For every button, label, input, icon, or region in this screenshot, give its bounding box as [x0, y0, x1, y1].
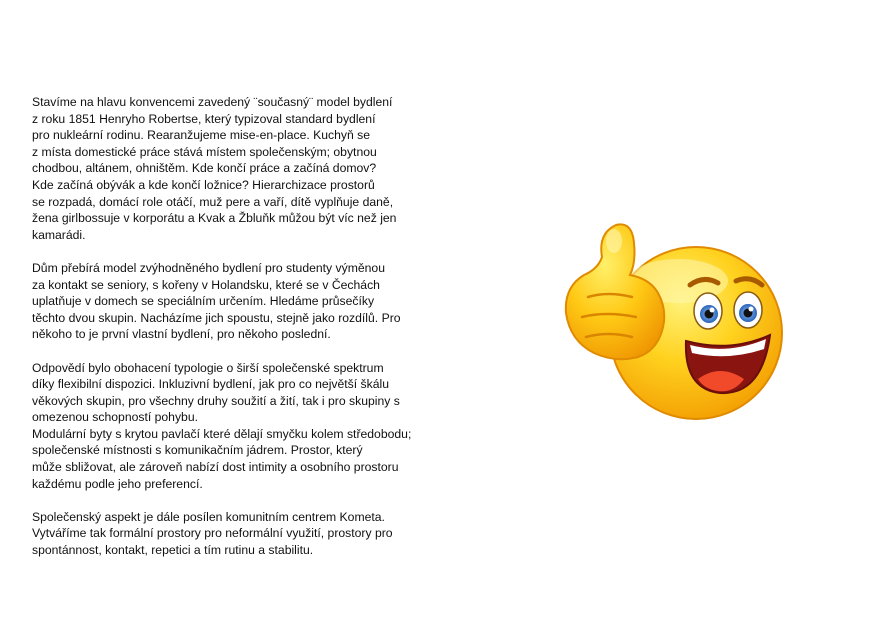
paragraph-1	[32, 94, 424, 243]
text-line: se rozpadá, domácí role otáčí, muž pere a vaří, dítě vyplňuje daně,	[32, 194, 394, 209]
thumbs-up-hand	[566, 224, 664, 359]
body-text	[32, 94, 424, 575]
text-line: Vytváříme tak formální prostory pro neformální využití, prostory pro	[32, 526, 393, 541]
text-line: omezenou schopností pohybu.	[32, 410, 199, 425]
paragraph-5	[32, 509, 424, 559]
paragraph-3	[32, 360, 424, 426]
right-eye	[734, 292, 762, 328]
text-line: Společenský aspekt je dále posílen komunitním centrem Kometa.	[32, 509, 385, 524]
paragraph-4	[32, 426, 424, 492]
text-line: kamarádi.	[32, 227, 86, 242]
text-line: Modulární byty s krytou pavlačí které dělají smyčku kolem středobodu;	[32, 426, 412, 441]
paragraph-2	[32, 260, 424, 343]
text-line: pro nukleární rodinu. Rearanžujeme mise-en-place. Kuchyň se	[32, 128, 371, 143]
text-line: těchto dvou skupin. Nacházíme jich spoustu, stejně jako rozdílů. Pro	[32, 310, 401, 325]
text-line: z roku 1851 Henryho Robertse, který typizoval standard bydlení	[32, 111, 376, 126]
text-line: Odpovědí bylo obohacení typologie o širší společenské spektrum	[32, 360, 384, 375]
text-line: žena girlbossuje v korporátu a Kvak a Žbluňk můžou být víc než jen	[32, 211, 397, 226]
text-line: díky flexibilní dispozici. Inkluzivní bydlení, jak pro co největší škálu	[32, 377, 389, 392]
text-line: někoho to je první vlastní bydlení, pro někoho poslední.	[32, 327, 331, 342]
text-line: z místa domestické práce stává místem společenským; obytnou	[32, 144, 377, 159]
text-line: věkových skupin, pro všechny druhy soužití a žití, tak i pro skupiny s	[32, 393, 400, 408]
text-line: Kde začíná obývák a kde končí ložnice? Hierarchizace prostorů	[32, 177, 375, 192]
text-line: může sbližovat, ale zároveň nabízí dost intimity a osobního prostoru	[32, 460, 399, 475]
thumbs-up-smiley-icon	[558, 213, 788, 423]
text-line: spontánnost, kontakt, repetici a tím rutinu a stabilitu.	[32, 543, 314, 558]
text-line: Stavíme na hlavu konvencemi zavedený ¨současný¨ model bydlení	[32, 95, 393, 109]
text-line: každému podle jeho preferencí.	[32, 476, 203, 491]
left-eye	[694, 293, 722, 329]
text-line: společenské místnosti s komunikačním jádrem. Prostor, který	[32, 443, 363, 458]
text-line: za kontakt se seniory, s kořeny v Holandsku, které se v Čechách	[32, 277, 380, 292]
text-line: uplatňuje v domech se speciálním určením. Hledáme průsečíky	[32, 294, 375, 309]
text-line: Dům přebírá model zvýhodněného bydlení pro studenty výměnou	[32, 260, 385, 275]
text-line: chodbou, altánem, ohništěm. Kde končí práce a začíná domov?	[32, 161, 377, 176]
